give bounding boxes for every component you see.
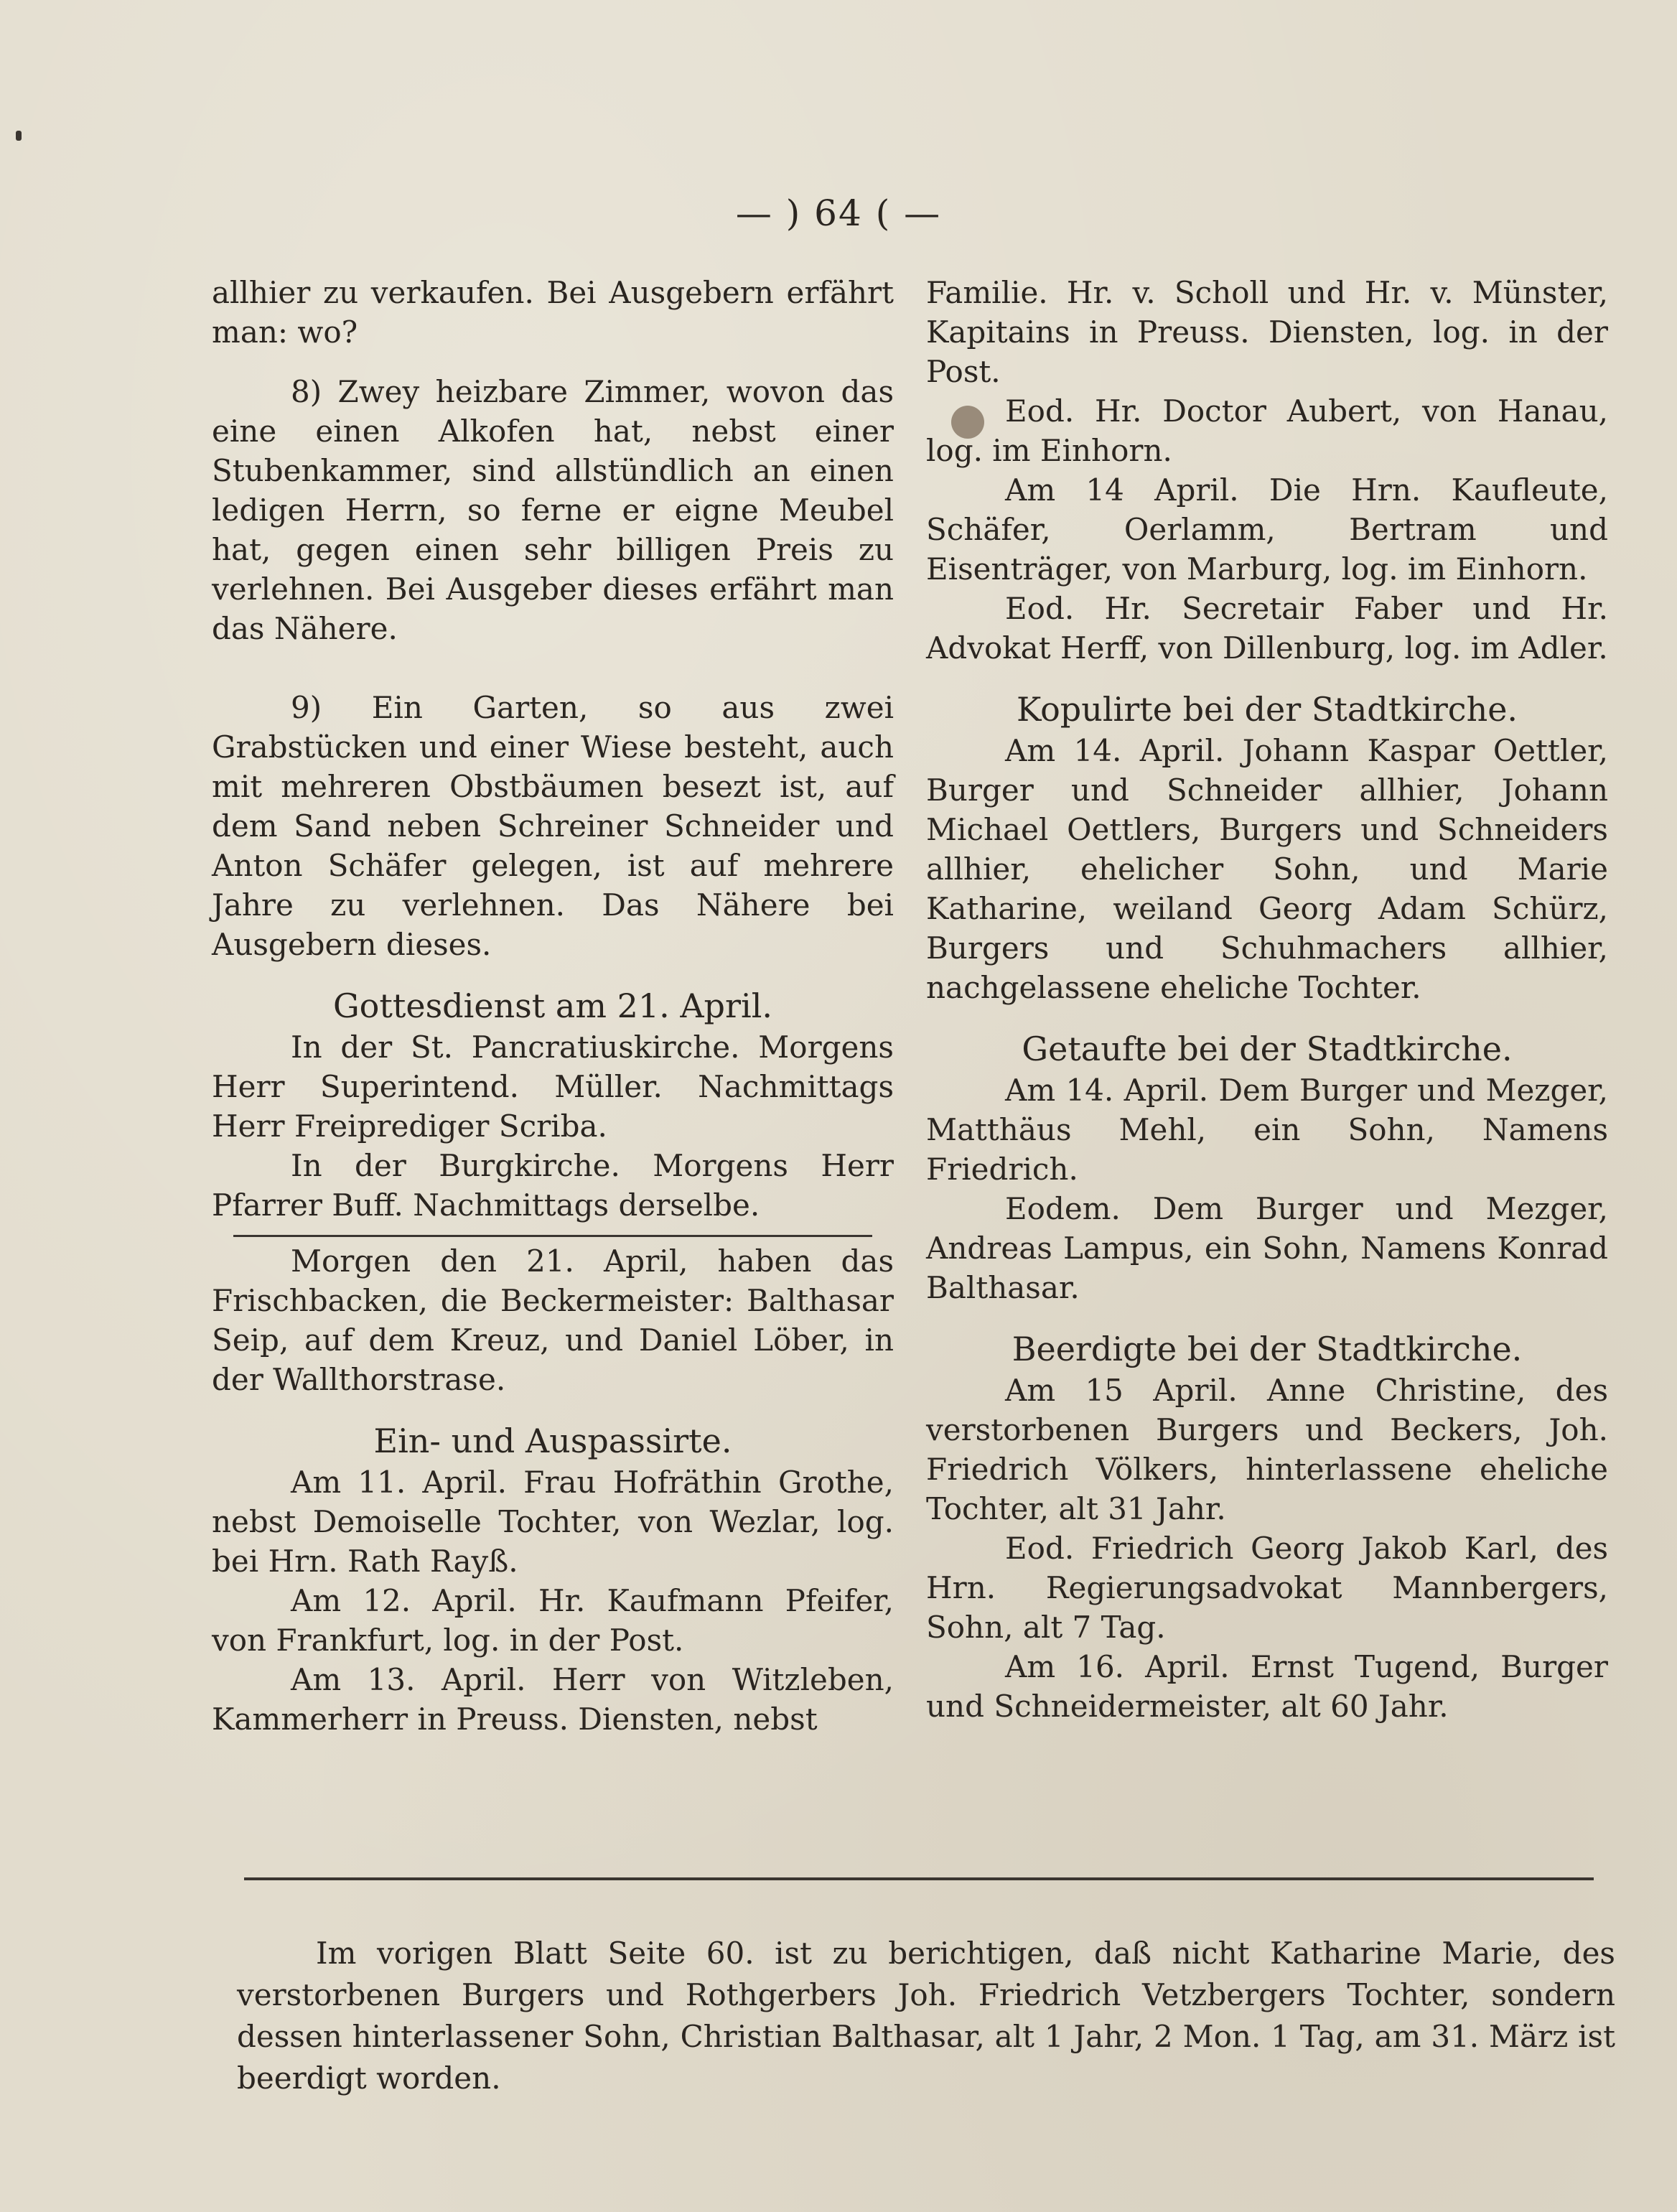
paragraph: Am 13. April. Herr von Witzleben, Kammerherr in Preuss. Diensten, nebst xyxy=(212,1662,894,1737)
paragraph: Eodem. Dem Burger und Mezger, Andreas Lampus, ein Sohn, Namens Konrad Balthasar. xyxy=(926,1191,1608,1305)
paragraph: Am 16. April. Ernst Tugend, Burger und Schneidermeister, alt 60 Jahr. xyxy=(926,1649,1608,1724)
divider xyxy=(233,1235,872,1237)
paragraph: In der St. Pancratiuskirche. Morgens Herr Superintend. Müller. Nachmittags Herr Freiprediger Scriba. xyxy=(212,1030,894,1144)
paragraph: Familie. Hr. v. Scholl und Hr. v. Münster, Kapitains in Preuss. Diensten, log. in der Post. xyxy=(926,275,1608,389)
correction-note: Im vorigen Blatt Seite 60. ist zu berichtigen, daß nicht Katharine Marie, des verstorbenen Burgers und Rothgerbers Joh. Friedrich Vetzbergers Tochter, sondern dessen hinterlassener Sohn, Christian Balthasar, alt 1 Jahr, 2 Mon. 1 Tag, am 31. März ist beerdigt worden. xyxy=(237,1936,1615,2096)
paragraph: allhier zu verkaufen. Bei Ausgebern erfährt man: wo? xyxy=(212,275,894,350)
divider xyxy=(244,1877,1594,1880)
paragraph: Am 15 April. Anne Christine, des verstorbenen Burgers und Beckers, Joh. Friedrich Völkers, hinterlassene eheliche Tochter, alt 31 Jahr. xyxy=(926,1373,1608,1526)
ink-spot xyxy=(16,131,22,141)
section-heading: Gottesdienst am 21. April. xyxy=(332,986,773,1025)
paragraph: Am 14. April. Dem Burger und Mezger, Matthäus Mehl, ein Sohn, Namens Friedrich. xyxy=(926,1073,1608,1187)
section-heading: Ein- und Auspassirte. xyxy=(373,1422,732,1460)
paragraph: In der Burgkirche. Morgens Herr Pfarrer Buff. Nachmittags derselbe. xyxy=(212,1148,894,1223)
paragraph: Morgen den 21. April, haben das Frischbacken, die Beckermeister: Balthasar Seip, auf dem Kreuz, und Daniel Löber, in der Wallthorstrase. xyxy=(212,1243,894,1397)
paragraph: 9) Ein Garten, so aus zwei Grabstücken und einer Wiese besteht, auch mit mehreren Obstbäumen besezt ist, auf dem Sand neben Schreiner Schneider und Anton Schäfer gelegen, ist auf mehrere Jahre zu verlehnen. Das Nähere bei Ausgebern dieses. xyxy=(212,690,894,962)
section-heading: Beerdigte bei der Stadtkirche. xyxy=(1012,1330,1523,1368)
paragraph: Eod. Friedrich Georg Jakob Karl, des Hrn. Regierungsadvokat Mannbergers, Sohn, alt 7 Tag. xyxy=(926,1531,1608,1645)
left-column xyxy=(212,273,894,1739)
section-heading: Getaufte bei der Stadtkirche. xyxy=(1022,1030,1513,1068)
paragraph: 8) Zwey heizbare Zimmer, wovon das eine einen Alkofen hat, nebst einer Stubenkammer, sind allstündlich an einen ledigen Herrn, so ferne er eigne Meubel hat, gegen einen sehr billigen Preis zu verlehnen. Bei Ausgeber dieses erfährt man das Nähere. xyxy=(212,374,894,646)
right-column xyxy=(926,273,1608,1726)
page-number-header: — ) 64 ( — xyxy=(735,192,942,234)
paragraph: Eod. Hr. Doctor Aubert, von Hanau, log. im Einhorn. xyxy=(926,393,1608,468)
section-heading: Kopulirte bei der Stadtkirche. xyxy=(1016,690,1518,729)
paragraph: Am 11. April. Frau Hofräthin Grothe, nebst Demoiselle Tochter, von Wezlar, log. bei Hrn. Rath Rayß. xyxy=(212,1465,894,1579)
paragraph: Eod. Hr. Secretair Faber und Hr. Advokat Herff, von Dillenburg, log. im Adler. xyxy=(926,591,1608,666)
paragraph: Am 14. April. Johann Kaspar Oettler, Burger und Schneider allhier, Johann Michael Oettlers, Burgers und Schneiders allhier, ehelicher Sohn, und Marie Katharine, weiland Georg Adam Schürz, Burgers und Schuhmachers allhier, nachgelassene eheliche Tochter. xyxy=(926,733,1608,1005)
paragraph: Am 12. April. Hr. Kaufmann Pfeifer, von Frankfurt, log. in der Post. xyxy=(212,1583,894,1658)
paragraph: Am 14 April. Die Hrn. Kaufleute, Schäfer, Oerlamm, Bertram und Eisenträger, von Marburg, log. im Einhorn. xyxy=(926,472,1608,587)
